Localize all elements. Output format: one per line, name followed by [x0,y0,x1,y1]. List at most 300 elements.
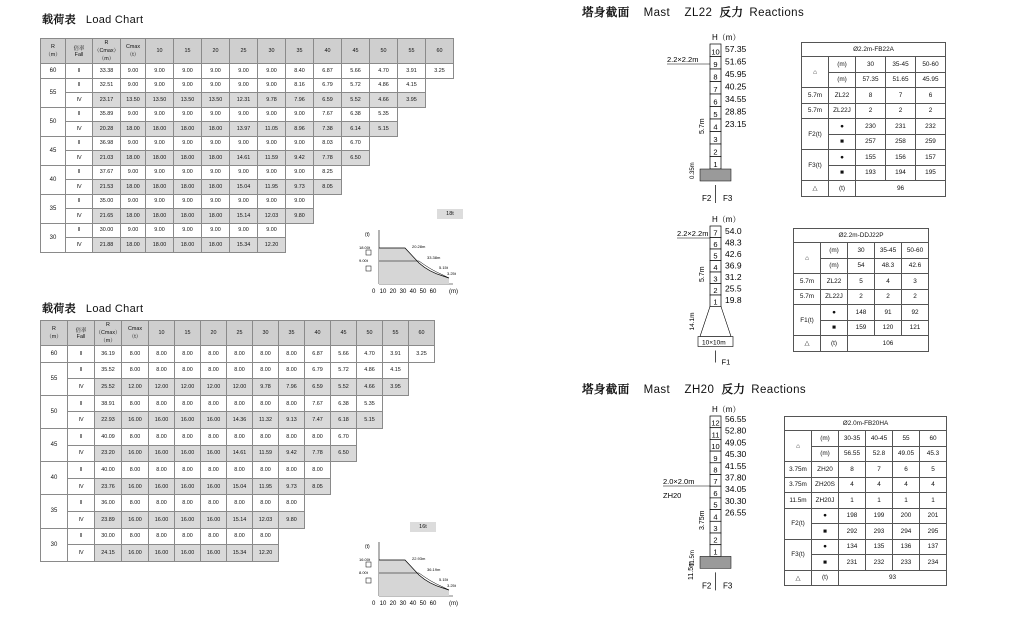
load-cell: 8.00 [201,495,227,512]
table-caption: Ø2.0m-FB20HA [785,417,947,431]
mast-height-label: H（m） [712,405,741,414]
force-label-f3: F3 [723,581,733,591]
load-cell: 8.00 [149,428,175,445]
circle-icon: ● [829,119,856,135]
force-value: 193 [856,165,886,181]
header-cell: 35 [279,321,305,346]
graph-x-tick: 0 [372,601,376,607]
load-curve-graph-1 [355,228,475,303]
force-value: 200 [893,508,920,524]
height-value: 52.80 [725,425,747,436]
load-cell: 9.00 [286,107,314,122]
radius-cell: 50 [41,395,68,428]
hook-icon [366,250,371,255]
load-cell: 8.00 [149,462,175,479]
load-cell: 13.50 [202,93,230,108]
graph-x-tick: 40 [409,289,417,295]
load-cell: 16.00 [201,478,227,495]
sec-model: ZL22 [684,7,713,19]
header-cell: 55 [398,39,426,64]
fall-cell: II [68,395,95,412]
load-cell: 8.00 [279,346,305,363]
table-row [41,180,454,195]
section-number: 12 [711,418,720,428]
table-row [41,194,454,209]
table-cell: 1 [839,493,866,509]
load-cell: 9.00 [230,194,258,209]
header-cell: Cmax （t） [122,321,149,346]
table-cell: 4 [839,477,866,493]
load-cell: 6.50 [342,151,370,166]
load-cell: 8.03 [314,136,342,151]
load-cell: 9.00 [146,78,174,93]
table-cell: 2 [848,289,875,305]
table-row [41,478,435,495]
height-cell: 42.6 [902,258,929,274]
table-row [41,78,454,93]
weight-icon: △ [794,336,821,352]
table-cell: 5 [920,462,947,478]
sec-cn2: 反力 [719,5,744,19]
rcmax-cell: 32.51 [93,78,121,93]
load-cell: 6.70 [342,136,370,151]
load-cell: 9.00 [202,136,230,151]
header-cell: 50 [370,39,398,64]
fall-cell: IV [66,93,93,108]
sec-en2: Reactions [749,7,805,19]
load-cell: 7.96 [286,93,314,108]
column-header: 30-35 [839,431,866,447]
load-cell: 5.72 [331,362,357,379]
load-cell: 11.32 [253,412,279,429]
force-value: 148 [848,305,875,321]
load-cell: 8.00 [149,346,175,363]
load-cell: 9.00 [230,78,258,93]
radius-cell: 35 [41,495,68,528]
mast-size: 2.0×2.0m [663,477,695,486]
force-label-f3: F3 [723,194,733,203]
load-cell: 16.00 [201,412,227,429]
graph-x-tick: 50 [419,289,427,295]
section-number: 2 [713,147,718,157]
load-cell: 8.00 [279,362,305,379]
square-icon: ■ [812,555,839,571]
load-cell: 7.67 [305,395,331,412]
section-number: 5 [713,251,718,261]
load-chart-table-1 [40,38,454,253]
load-cell: 15.34 [227,545,253,562]
load-cell: 4.15 [398,78,426,93]
load-cell: 13.50 [174,93,202,108]
force-value: 155 [856,150,886,166]
load-cell: 7.67 [314,107,342,122]
square-icon: ■ [812,524,839,540]
load-cell: 8.00 [201,395,227,412]
load-cell: 8.00 [175,428,201,445]
mast-size: 2.2×2.2m [667,55,699,64]
section-number: 8 [713,465,718,475]
load-cell: 8.00 [201,462,227,479]
capacity-tag: 18t [437,209,463,219]
table-row [41,209,454,224]
graph-xunit: (m) [449,601,458,607]
header-cell: 10 [146,39,174,64]
table-row [41,412,435,429]
cmax-cell: 16.00 [122,412,149,429]
header-cell: 25 [230,39,258,64]
table-row [41,136,454,151]
unit-cell: (t) [812,570,839,586]
load-cell: 9.00 [230,136,258,151]
load-cell: 3.95 [383,379,409,396]
load-cell: 12.00 [149,379,175,396]
load-cell: 14.61 [230,151,258,166]
load-cell: 8.00 [227,395,253,412]
column-header: 35-45 [875,243,902,259]
table-row [41,346,435,363]
load-cell: 18.00 [174,151,202,166]
force-value: 257 [856,134,886,150]
rcmax-cell: 21.65 [93,209,121,224]
load-cell: 18.00 [202,151,230,166]
height-value: 26.55 [725,507,747,518]
force-value: 232 [916,119,946,135]
force-value: 137 [920,539,947,555]
radius-cell: 55 [41,78,66,107]
force-value: 234 [920,555,947,571]
load-cell: 9.00 [286,165,314,180]
load-cell: 15.14 [227,511,253,528]
load-cell: 16.00 [175,545,201,562]
header-cell: R （Cmax） （m） [94,40,119,62]
load-cell: 8.00 [227,495,253,512]
load-cell: 8.00 [175,528,201,545]
load-cell: 18.00 [174,209,202,224]
fall-cell: II [68,428,95,445]
load-cell: 11.59 [258,151,286,166]
load-cell: 6.59 [314,93,342,108]
load-cell: 12.00 [175,379,201,396]
load-cell: 6.59 [305,379,331,396]
height-value: 36.9 [725,260,742,271]
table-cell: ZH20 [812,462,839,478]
load-cell: 16.00 [201,511,227,528]
graph-x-tick: 30 [399,289,407,295]
crane-icon: ⌂ [785,431,812,462]
load-cell: 9.00 [174,194,202,209]
fall-cell: IV [68,412,95,429]
load-cell: 9.00 [230,64,258,79]
circle-icon: ● [821,305,848,321]
graph-y1: 16.00t [359,557,371,562]
header-cell: 10 [149,321,175,346]
height-value: 42.6 [725,249,742,259]
load-cell: 9.00 [146,107,174,122]
header-cell: 50 [357,321,383,346]
fall-cell: IV [66,180,93,195]
table-cell: 4 [893,477,920,493]
radius-cell: 35 [41,194,66,223]
column-header: 50-60 [916,57,946,73]
load-cell: 6.50 [331,445,357,462]
graph-l4: 3.25t [447,271,456,276]
sec-model: ZH20 [684,384,715,396]
cmax-cell: 9.00 [121,194,146,209]
force-value: 120 [875,320,902,336]
table-row [41,428,435,445]
height-value: 56.55 [725,414,747,424]
header-cell: 55 [383,321,409,346]
cmax-cell: 9.00 [121,136,146,151]
height-value: 48.3 [725,237,742,248]
rcmax-cell: 20.28 [93,122,121,137]
weight-value: 106 [848,336,929,352]
cmax-cell: 9.00 [121,78,146,93]
mast-height-label: H（m） [712,33,741,42]
graph-x-tick: 10 [379,289,387,295]
header-cell: 倍率 Fall [66,39,93,64]
load-cell: 16.00 [149,445,175,462]
load-cell: 5.35 [357,395,383,412]
load-cell: 8.00 [279,395,305,412]
table-cell: 11.5m [785,493,812,509]
load-cell: 4.70 [357,346,383,363]
capacity-tag: 16t [410,522,436,532]
radius-cell: 50 [41,107,66,136]
mast-height-label: H（m） [712,215,741,224]
load-cell: 9.00 [146,194,174,209]
hook-icon [366,578,371,583]
cmax-cell: 18.00 [121,238,146,253]
load-cell: 8.00 [201,362,227,379]
load-cell: 9.00 [258,194,286,209]
cmax-cell: 9.00 [121,165,146,180]
graph-x-tick: 30 [399,601,407,607]
load-cell: 15.14 [230,209,258,224]
load-cell: 9.80 [286,209,314,224]
load-cell: 4.86 [370,78,398,93]
graph-ylabel: (t) [365,232,370,238]
table-row [41,395,435,412]
table-cell: ZL22 [829,88,856,104]
section-number: 10 [711,47,720,57]
load-cell: 9.00 [174,165,202,180]
radius-cell: 60 [41,64,66,79]
cmax-cell: 8.00 [122,528,149,545]
load-cell: 8.00 [175,346,201,363]
load-cell: 12.03 [258,209,286,224]
graph-x-tick: 60 [429,601,437,607]
rcmax-cell: 24.15 [95,545,122,562]
height-cell: 49.05 [893,446,920,462]
rcmax-cell: 35.52 [95,362,122,379]
force-value: 292 [839,524,866,540]
load-cell: 4.66 [357,379,383,396]
force-value: 258 [886,134,916,150]
load-cell: 7.78 [305,445,331,462]
cmax-cell: 8.00 [122,346,149,363]
load-cell: 5.35 [370,107,398,122]
load-cell: 16.00 [149,545,175,562]
load-cell: 3.25 [426,64,454,79]
force-value: 194 [886,165,916,181]
height-cell: 51.65 [886,72,916,88]
mast-model: ZH20 [663,491,682,500]
load-cell: 7.78 [314,151,342,166]
section-number: 3 [713,274,718,284]
fall-cell: II [68,462,95,479]
force-value: 230 [856,119,886,135]
table-caption: Ø2.2m-DDJ22P [794,229,929,243]
radius-cell: 30 [41,528,68,561]
header-cell: 倍率 Fall [68,321,95,346]
load-cell: 9.73 [286,180,314,195]
column-header: 60 [920,431,947,447]
sec-cn2: 反力 [721,382,746,396]
load-curve-graph-2 [355,540,475,612]
height-value: 45.30 [725,449,747,460]
reaction-table-fb22a [801,42,946,197]
title-en: Load Chart [85,14,144,26]
load-cell: 6.38 [331,395,357,412]
fall-cell: II [66,165,93,180]
table-row [41,165,454,180]
cmax-cell: 8.00 [122,395,149,412]
header-cell: R （Cmax） （m） [95,322,121,344]
load-cell: 8.00 [253,362,279,379]
header-cell: 60 [426,39,454,64]
header-cell: 30 [253,321,279,346]
load-cell: 8.00 [175,495,201,512]
height-cell: 54 [848,258,875,274]
section-number: 8 [713,72,718,82]
graph-x-tick: 20 [389,289,397,295]
fall-cell: II [68,528,95,545]
segment-length: 5.7m [699,118,706,134]
height-cell: 45.3 [920,446,947,462]
load-cell: 5.15 [370,122,398,137]
height-cell: 57.35 [856,72,886,88]
fall-cell: IV [66,151,93,166]
base-dim: 11.5m [690,550,696,567]
cmax-cell: 8.00 [122,462,149,479]
graph-l4: 3.25t [447,583,456,588]
rcmax-cell: 35.89 [93,107,121,122]
column-header: 40-45 [866,431,893,447]
table-row [41,122,454,137]
force-value: 92 [902,305,929,321]
force-value: 136 [893,539,920,555]
column-header: 50-60 [902,243,929,259]
load-cell: 9.00 [146,165,174,180]
height-value: 19.8 [725,295,742,305]
section-number: 7 [713,228,718,238]
height-value: 25.5 [725,283,742,294]
fall-cell: IV [68,379,95,396]
graph-xunit: (m) [449,289,458,295]
load-cell: 12.00 [201,379,227,396]
load-chart-title-1 [42,11,143,27]
radius-cell: 45 [41,428,68,461]
fall-cell: II [68,346,95,363]
table-cell: 6 [893,462,920,478]
section-number: 2 [713,286,718,295]
rcmax-cell: 30.00 [95,528,122,545]
load-cell: 3.91 [383,346,409,363]
cmax-cell: 18.00 [121,151,146,166]
graph-x-tick: 20 [389,601,397,607]
header-cell: 35 [286,39,314,64]
foundation-block [700,556,731,568]
column-header: 30 [848,243,875,259]
rcmax-cell: 36.19 [95,346,122,363]
force-value: 159 [848,320,875,336]
table-cell: 7 [886,88,916,104]
load-cell: 4.66 [370,93,398,108]
section-number: 2 [713,535,718,545]
unit-cell: (t) [821,336,848,352]
header-cell: 45 [331,321,357,346]
load-cell: 8.05 [314,180,342,195]
load-chart-title-2 [42,300,143,316]
load-cell: 18.00 [146,122,174,137]
height-cell: 52.8 [866,446,893,462]
table-cell: 1 [866,493,893,509]
table-cell: 6 [916,88,946,104]
table-cell: 2 [875,289,902,305]
load-cell: 8.00 [253,346,279,363]
load-cell: 9.78 [258,93,286,108]
load-cell: 8.00 [253,428,279,445]
title-cn: 载荷表 [42,302,76,315]
load-cell: 14.36 [227,412,253,429]
load-cell: 8.00 [201,528,227,545]
load-cell: 9.00 [174,136,202,151]
force-value: 201 [920,508,947,524]
mast-diagram-zl22-base [665,210,785,375]
load-cell: 9.00 [258,64,286,79]
load-cell: 18.00 [174,180,202,195]
rcmax-cell: 23.76 [95,478,122,495]
rcmax-cell: 40.09 [95,428,122,445]
section-number: 4 [713,512,718,522]
section-number: 9 [713,60,718,69]
sec-cn: 塔身截面 [582,382,630,396]
load-cell: 7.96 [279,379,305,396]
hook-icon [366,562,371,567]
cmax-cell: 9.00 [121,107,146,122]
graph-x-tick: 50 [419,601,427,607]
load-cell: 9.80 [279,511,305,528]
load-cell: 7.38 [314,122,342,137]
load-cell: 16.00 [175,511,201,528]
load-cell: 5.66 [342,64,370,79]
load-cell: 11.05 [258,122,286,137]
height-value: 34.05 [725,484,747,495]
force-label: F3(t) [802,150,829,181]
header-cell: 25 [227,321,253,346]
load-cell: 9.00 [258,223,286,238]
force-value: 157 [916,150,946,166]
load-cell: 4.15 [383,362,409,379]
header-cell: 40 [305,321,331,346]
load-cell: 8.00 [149,528,175,545]
header-cell: Cmax （t） [121,39,146,64]
table-row [41,445,435,462]
load-cell: 8.00 [279,462,305,479]
crane-icon: ⌂ [802,57,829,88]
height-cell: 48.3 [875,258,902,274]
